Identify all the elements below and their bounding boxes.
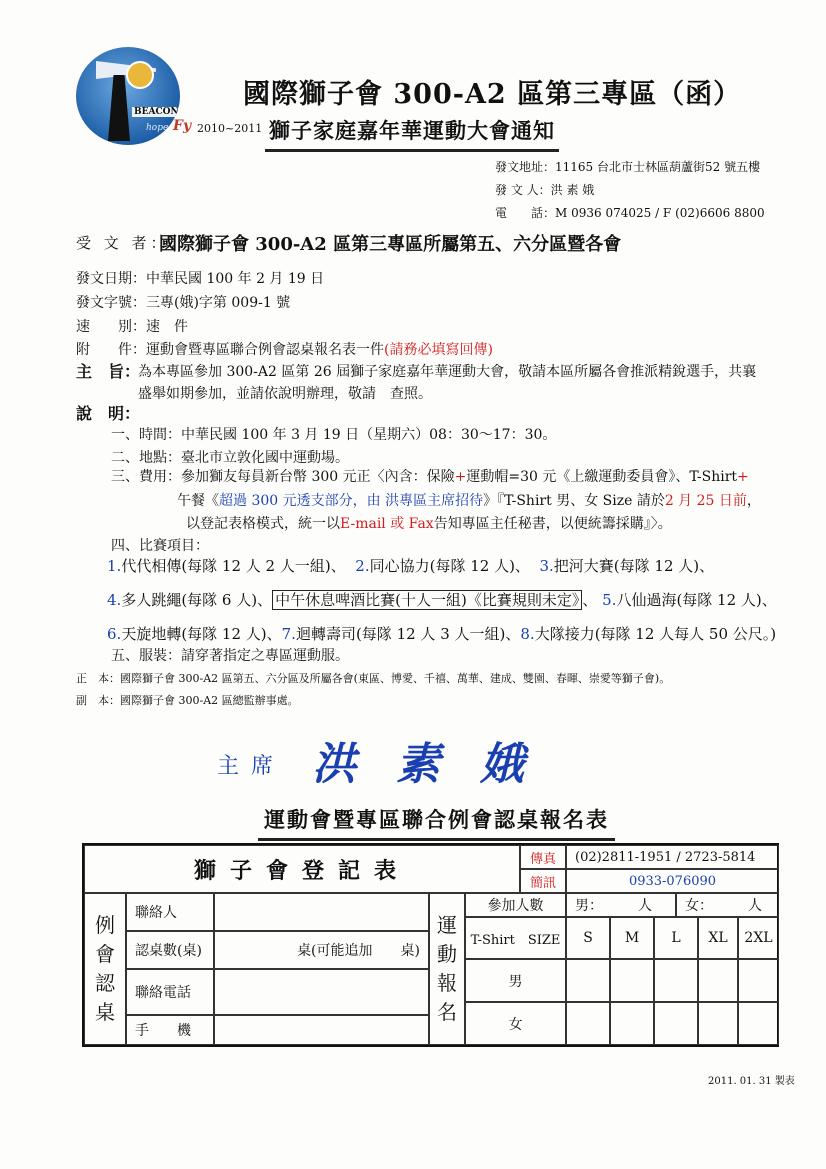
event-number: 3. <box>539 557 554 575</box>
fee-text-f: 以登記表格模式，統一以 <box>186 516 340 532</box>
logo-word-beacon: BEACON <box>134 107 179 117</box>
lighthouse-icon <box>108 75 130 141</box>
form-date: 2011. 01. 31 製表 <box>708 1076 795 1087</box>
fee-contact-method: E-mail 或 Fax <box>340 516 434 532</box>
sports-registration-label <box>429 893 465 1045</box>
explain-fee-1 <box>111 466 749 486</box>
female-size-m-input[interactable] <box>610 1002 654 1045</box>
events-row-3 <box>107 623 776 644</box>
form-title: 運動會暨專區聯合例會認桌報名表 <box>258 804 615 841</box>
tshirt-size-label: T-Shirt SIZE <box>465 917 566 959</box>
event-number: 6. <box>107 625 122 643</box>
event-number: 4. <box>107 591 122 609</box>
label-char: 例 <box>95 913 115 937</box>
size-2xl-header: 2XL <box>738 917 779 959</box>
event-beer-boxed: 中午休息啤酒比賽(十人一組)《比賽規則未定》 <box>272 590 582 610</box>
event-8: 大隊接力(每隊 12 人每人 50 公尺。) <box>534 625 777 643</box>
sender-phone: 電 話：M 0936 074025 / F (02)6606 8800 <box>495 206 765 220</box>
recipient-value: 國際獅子會 300-A2 區第三專區所屬第五、六分區暨各會 <box>159 234 622 255</box>
label-char: 桌 <box>95 1000 115 1024</box>
event-4-sep: 、 <box>582 591 598 609</box>
issue-number: 發文字號：三專(娥)字第 009-1 號 <box>76 295 291 311</box>
female-size-s-input[interactable] <box>566 1002 610 1045</box>
phone-label: 聯絡電話 <box>126 969 214 1015</box>
page-subtitle: 獅子家庭嘉年華運動大會通知 <box>265 115 559 152</box>
sms-label: 簡訊 <box>520 869 566 893</box>
fiscal-year: 2010~2011 <box>197 122 263 135</box>
explain-events-label: 四、比賽項目： <box>111 538 209 554</box>
fee-deadline: 2 月 25 日前 <box>664 493 747 509</box>
issue-date: 發文日期：中華民國 100 年 2 月 19 日 <box>76 271 325 287</box>
lions-beacon-logo <box>76 47 180 145</box>
male-count-input[interactable]: 男： 人 <box>566 893 676 917</box>
phone-input[interactable] <box>214 969 429 1015</box>
event-4: 多人跳繩(每隊 6 人)、 <box>121 591 273 609</box>
label-char: 認 <box>95 971 115 995</box>
attachment-text: 附 件：運動會暨專區聯合例會認桌報名表一件 <box>76 342 384 358</box>
attachment-note: (請務必填寫回傳) <box>384 342 493 358</box>
copy-main: 正 本：國際獅子會 300-A2 區第五、六分區及所屬各會(東區、博愛、千禧、萬華、建成、雙園、春暉、崇愛等獅子會)。 <box>76 672 671 685</box>
female-size-l-input[interactable] <box>654 1002 698 1045</box>
male-size-xl-input[interactable] <box>698 959 738 1002</box>
male-size-l-input[interactable] <box>654 959 698 1002</box>
lions-emblem-icon <box>126 61 154 89</box>
fy-mark: Fy <box>173 118 192 134</box>
size-s-header: S <box>566 917 610 959</box>
event-number: 5. <box>602 591 617 609</box>
explain-time: 一、時間：中華民國 100 年 3 月 19 日（星期六）08：30～17：30。 <box>111 427 557 443</box>
contact-input[interactable] <box>214 893 429 931</box>
event-1: 代代相傳(每隊 12 人 2 人一組)、 <box>121 557 346 575</box>
male-size-m-input[interactable] <box>610 959 654 1002</box>
event-6: 天旋地轉(每隊 12 人)、 <box>121 625 282 643</box>
label-char: 名 <box>437 1000 457 1024</box>
male-size-2xl-input[interactable] <box>738 959 779 1002</box>
size-xl-header: XL <box>698 917 738 959</box>
subject-line-1: 為本專區參加 300-A2 區第 26 屆獅子家庭嘉年華運動大會，敬請本區所屬各會推派精銳選手，共襄 <box>138 364 757 380</box>
page-title: 國際獅子會 300-A2 區第三專區（函） <box>243 79 742 110</box>
event-number: 2. <box>355 557 370 575</box>
attachment <box>76 339 493 359</box>
female-size-xl-input[interactable] <box>698 1002 738 1045</box>
explain-fee-3 <box>186 513 672 533</box>
fax-label: 傳真 <box>520 845 566 869</box>
registration-form <box>82 843 779 1047</box>
female-row-label: 女 <box>465 1002 566 1045</box>
explain-dress: 五、服裝：請穿著指定之專區運動服。 <box>111 648 349 664</box>
fee-text-a: 三、費用：參加獅友每員新台幣 300 元正〈內含：保險 <box>111 469 455 485</box>
fee-text-g: 告知專區主任秘書，以便統籌採購』〉。 <box>433 516 672 532</box>
table-booking-label <box>84 893 126 1045</box>
explain-place: 二、地點：臺北市立敦化國中運動場。 <box>111 450 349 466</box>
label-char: 動 <box>437 942 457 966</box>
chair-name-signature: 洪素娥 <box>312 739 564 790</box>
female-size-2xl-input[interactable] <box>738 1002 779 1045</box>
participants-label: 參加人數 <box>465 893 566 917</box>
copy-cc: 副 本：國際獅子會 300-A2 區總監辦事處。 <box>76 694 299 707</box>
size-m-header: M <box>610 917 654 959</box>
label-char: 會 <box>95 942 115 966</box>
mobile-input[interactable] <box>214 1015 429 1045</box>
explain-label: 說 明： <box>76 404 141 423</box>
tables-input[interactable]: 桌(可能追加 桌) <box>214 931 429 969</box>
subject-label: 主 旨： <box>76 362 141 381</box>
sender-person: 發 文 人：洪 素 娥 <box>495 183 595 197</box>
logo-word-hope: hope <box>146 123 169 133</box>
event-2: 同心協力(每隊 12 人)、 <box>369 557 530 575</box>
events-row-1 <box>107 555 714 576</box>
fee-text-e: ， <box>746 493 761 509</box>
label-char: 報 <box>437 971 457 995</box>
event-3: 把河大賽(每隊 12 人)、 <box>553 557 715 575</box>
male-row-label: 男 <box>465 959 566 1002</box>
recipient-label: 受 文 者： <box>76 234 170 252</box>
subject-line-2: 盛舉如期參加，並請依說明辦理，敬請 查照。 <box>138 386 432 402</box>
speed-class: 速 別：速 件 <box>76 319 188 335</box>
event-number: 7. <box>281 625 296 643</box>
plus-sign: + <box>454 469 467 485</box>
female-count-input[interactable]: 女： 人 <box>676 893 779 917</box>
fee-text-b: 運動帽=30 元《上繳運動委員會》、T-Shirt <box>466 469 738 485</box>
sender-address: 發文地址：11165 台北市士林區葫蘆街52 號五樓 <box>495 160 761 174</box>
chair-label: 主席 <box>217 754 286 779</box>
fax-number: (02)2811-1951 / 2723-5814 <box>566 845 779 869</box>
fee-sponsor-note: 超過 300 元透支部分，由 洪專區主席招待 <box>219 493 484 509</box>
plus-sign: + <box>737 469 749 485</box>
male-size-s-input[interactable] <box>566 959 610 1002</box>
form-heading: 獅子會登記表 <box>84 845 520 893</box>
event-5: 八仙過海(每隊 12 人)、 <box>616 591 777 609</box>
label-char: 運 <box>437 913 457 937</box>
sms-number: 0933-076090 <box>566 869 779 893</box>
event-7: 迴轉壽司(每隊 12 人 3 人一組)、 <box>295 625 521 643</box>
explain-fee-2 <box>177 490 761 510</box>
events-row-2 <box>107 589 777 610</box>
event-number: 8. <box>520 625 535 643</box>
size-l-header: L <box>654 917 698 959</box>
tables-label: 認桌數(桌) <box>126 931 214 969</box>
fee-text-d: 》『T-Shirt 男、女 Size 請於 <box>483 493 665 509</box>
mobile-label: 手 機 <box>126 1015 214 1045</box>
event-number: 1. <box>107 557 122 575</box>
fee-text-c: 午餐《 <box>177 493 219 509</box>
contact-label: 聯絡人 <box>126 893 214 931</box>
